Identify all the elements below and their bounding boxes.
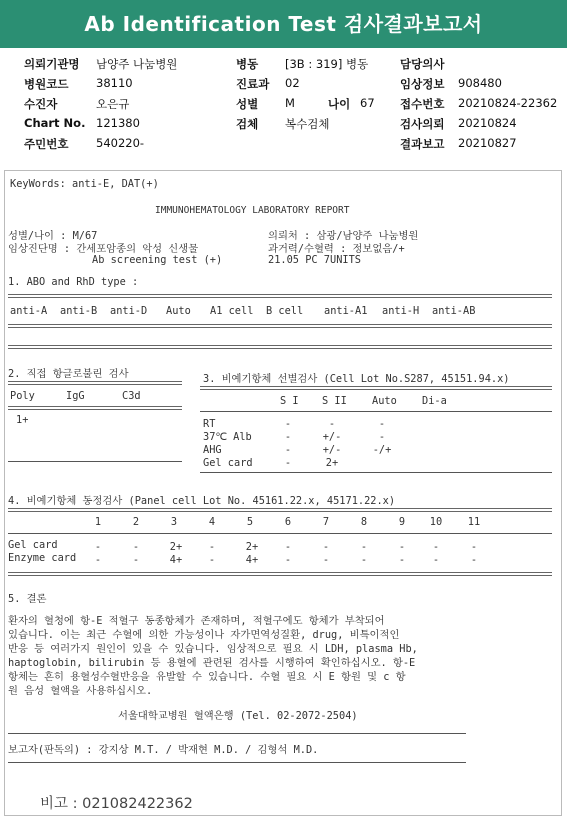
s3-cell: - (378, 418, 386, 430)
panel-cell-number: 6 (284, 516, 292, 528)
label-age: 나이 (328, 97, 351, 111)
label-report-date: 결과보고 (400, 137, 445, 151)
panel-cell-number: 4 (208, 516, 216, 528)
label-ward: 병동 (236, 57, 259, 71)
panel-cell-number: 9 (398, 516, 406, 528)
s3-cell: - (284, 457, 292, 469)
label-doctor: 담당의사 (400, 57, 445, 71)
s4-cell: - (360, 541, 368, 553)
value-ward: [3B : 319] 병동 (285, 57, 369, 71)
s1-header: anti-B (60, 305, 98, 317)
s3-row-label: Gel card (203, 457, 253, 469)
panel-cell-number: 1 (94, 516, 102, 528)
panel-cell-number: 3 (170, 516, 178, 528)
transfusion-history: 과거력/수혈력 : 정보없음/+ (268, 243, 405, 255)
s4-row-label: Gel card (8, 539, 58, 551)
s4-cell: - (208, 554, 216, 566)
value-chart-no: 121380 (96, 116, 140, 130)
label-accession-no: 접수번호 (400, 97, 445, 111)
s1-header: Auto (166, 305, 191, 317)
s4-cell: - (322, 541, 330, 553)
s1-header: anti-H (382, 305, 420, 317)
lab-report-title: IMMUNOHEMATOLOGY LABORATORY REPORT (155, 205, 350, 216)
value-age: 67 (360, 96, 375, 110)
divider (200, 386, 552, 390)
conclusion-line: 있습니다. 이는 최근 수혈에 의한 가능성이나 자가면역성질환, drug, 비특이적인 (8, 629, 400, 641)
ab-screening: Ab screening test (+) (92, 254, 223, 266)
s4-cell: - (398, 541, 406, 553)
s4-cell: - (432, 541, 440, 553)
label-patient: 수진자 (24, 97, 58, 111)
conclusion-line: 원 음성 혈액을 사용하십시오. (8, 685, 153, 697)
s2-header: C3d (122, 390, 141, 402)
remark: 비고 : 021082422362 (40, 796, 193, 812)
s3-header: S I (280, 395, 299, 407)
report-title: Ab Identification Test 검사결과보고서 (84, 12, 483, 36)
panel-cell-number: 5 (246, 516, 254, 528)
conclusion-line: 항체는 흔히 용혈성수혈반응을 유발할 수 있습니다. 수혈 필요 시 E 항원 및 c 항 (8, 671, 406, 683)
divider (8, 406, 182, 410)
value-resident-no: 540220- (96, 136, 145, 150)
label-clinical-info: 임상정보 (400, 77, 445, 91)
s3-cell: - (284, 431, 292, 443)
divider (200, 472, 552, 473)
value-patient: 오은규 (96, 97, 130, 111)
sex-age: 성별/나이 : M/67 (8, 230, 98, 242)
blood-bank-contact: 서울대학교병원 혈액은행 (Tel. 02-2072-2504) (118, 710, 358, 722)
divider (8, 294, 552, 298)
s4-cell: - (208, 541, 216, 553)
label-hospital-code: 병원코드 (24, 77, 69, 91)
s1-header: anti-AB (432, 305, 476, 317)
divider (8, 533, 552, 534)
panel-cell-number: 7 (322, 516, 330, 528)
s4-cell: - (322, 554, 330, 566)
label-chart-no: Chart No. (24, 116, 86, 130)
requester: 의뢰처 : 삼광/남양주 나눔병원 (268, 230, 419, 242)
s4-cell: 4+ (169, 554, 183, 566)
divider (8, 461, 182, 462)
label-specimen: 검체 (236, 117, 259, 131)
conclusion-line: 환자의 혈청에 항-E 적혈구 동종항체가 존재하며, 적혈구에도 항체가 부착되어 (8, 615, 385, 627)
s3-cell: -/+ (372, 444, 392, 456)
value-hospital-code: 38110 (96, 76, 133, 90)
s1-header: anti-D (110, 305, 148, 317)
section2-title: 2. 직접 항글로불린 검사 (8, 368, 129, 380)
divider (8, 572, 552, 576)
s4-cell: - (360, 554, 368, 566)
panel-cell-number: 2 (132, 516, 140, 528)
s2-header: IgG (66, 390, 85, 402)
label-sex: 성별 (236, 97, 259, 111)
s3-header: Di-a (422, 395, 447, 407)
s3-cell: +/- (322, 431, 342, 443)
s3-cell: - (284, 418, 292, 430)
s3-cell: - (378, 431, 386, 443)
value-request-date: 20210824 (458, 116, 517, 130)
s3-header: S II (322, 395, 347, 407)
value-requesting-institution: 남양주 나눔병원 (96, 57, 178, 71)
label-requesting-institution: 의뢰기관명 (24, 57, 80, 71)
s4-cell: 2+ (169, 541, 183, 553)
s2-header: Poly (10, 390, 35, 402)
clinical-diagnosis: 임상진단명 : 간세포암종의 악성 신생물 (8, 243, 199, 255)
s1-header: B cell (266, 305, 304, 317)
divider (8, 733, 466, 734)
label-department: 진료과 (236, 77, 270, 91)
section5-title: 5. 결론 (8, 593, 47, 605)
s4-cell: - (470, 554, 478, 566)
s1-header: anti-A (10, 305, 48, 317)
s4-cell: - (132, 541, 140, 553)
s3-row-label: 37℃ Alb (203, 431, 252, 443)
s4-cell: 2+ (245, 541, 259, 553)
s1-header: anti-A1 (324, 305, 368, 317)
value-accession-no: 20210824-22362 (458, 96, 558, 110)
pc-units: 21.05 PC 7UNITS (268, 254, 361, 266)
label-request-date: 검사의뢰 (400, 117, 445, 131)
s3-cell: - (284, 444, 292, 456)
conclusion-line: 반응 등 여러가지 원인이 있을 수 있습니다. 임상적으로 필요 시 LDH, plasma Hb, (8, 643, 418, 655)
s4-cell: - (470, 541, 478, 553)
divider (8, 381, 182, 385)
s4-cell: - (432, 554, 440, 566)
s2-poly-value: 1+ (16, 414, 29, 426)
s3-row-label: RT (203, 418, 216, 430)
s4-row-label: Enzyme card (8, 552, 77, 564)
s4-cell: - (132, 554, 140, 566)
s4-cell: - (284, 541, 292, 553)
s3-cell: - (328, 418, 336, 430)
panel-cell-number: 8 (360, 516, 368, 528)
panel-cell-number: 11 (467, 516, 481, 528)
s4-cell: - (94, 554, 102, 566)
section3-title: 3. 비예기항체 선별검사 (Cell Lot No.S287, 45151.94.x) (203, 373, 510, 385)
value-sex: M (285, 96, 295, 110)
panel-cell-number: 10 (429, 516, 443, 528)
s3-header: Auto (372, 395, 397, 407)
conclusion-line: haptoglobin, bilirubin 등 용혈에 관련된 검사를 시행하여 확인하십시오. 항-E (8, 657, 416, 669)
section1-title: 1. ABO and RhD type : (8, 276, 139, 288)
s3-cell: +/- (322, 444, 342, 456)
s3-row-label: AHG (203, 444, 222, 456)
divider (200, 411, 552, 412)
divider (8, 345, 552, 349)
divider (8, 508, 552, 512)
divider (8, 324, 552, 328)
s1-header: A1 cell (210, 305, 254, 317)
value-clinical-info: 908480 (458, 76, 502, 90)
s4-cell: - (94, 541, 102, 553)
s4-cell: - (284, 554, 292, 566)
s3-cell: 2+ (325, 457, 339, 469)
value-specimen: 복수검체 (285, 117, 330, 131)
section4-title: 4. 비예기항체 동정검사 (Panel cell Lot No. 45161.22.x, 45171.22.x) (8, 495, 396, 507)
value-department: 02 (285, 76, 300, 90)
divider (8, 762, 466, 763)
s4-cell: - (398, 554, 406, 566)
s4-cell: 4+ (245, 554, 259, 566)
value-report-date: 20210827 (458, 136, 517, 150)
reporter: 보고자(판독의) : 강지상 M.T. / 박재현 M.D. / 김형석 M.D. (8, 744, 319, 756)
label-resident-no: 주민번호 (24, 137, 69, 151)
keywords: KeyWords: anti-E, DAT(+) (10, 178, 159, 190)
